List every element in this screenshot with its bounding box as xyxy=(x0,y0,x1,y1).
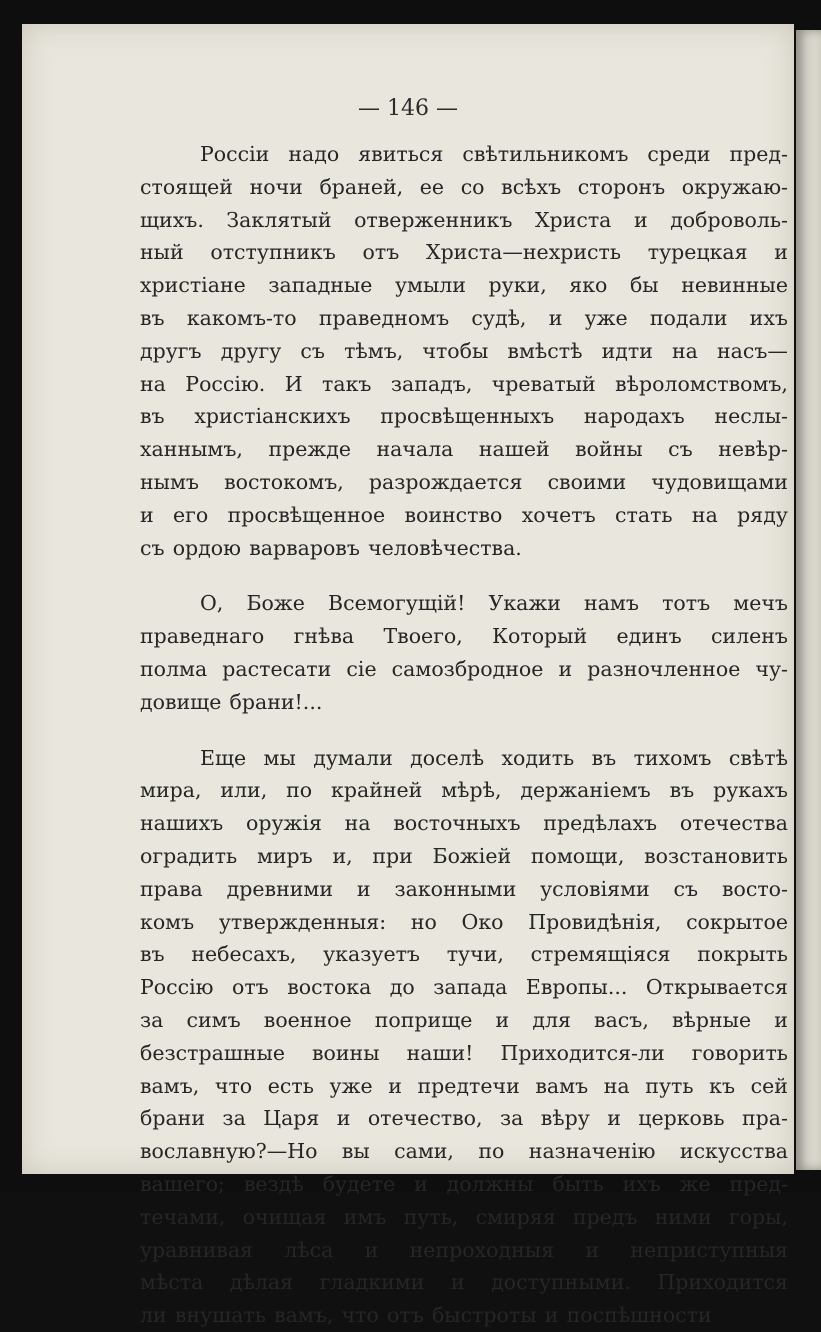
paragraph xyxy=(140,742,788,1332)
text-line: ный отступникъ отъ Христа—нехристь турецкая и xyxy=(140,240,788,265)
text-line: мѣста дѣлая гладкими и доступными. Приходится xyxy=(140,1270,788,1295)
text-line: течами, очищая имъ путь, смиряя предъ ними горы, xyxy=(140,1204,788,1229)
book-page xyxy=(22,24,794,1328)
text-line: стоящей ночи браней, ее со всѣхъ сторонъ окружаю- xyxy=(140,174,788,199)
page-number: — 146 — xyxy=(358,96,458,121)
adjacent-page-edge xyxy=(796,30,821,1170)
text-line: брани за Царя и отечество, за вѣру и церковь пра- xyxy=(140,1106,788,1131)
text-line: въ какомъ-то праведномъ судѣ, и уже подали ихъ xyxy=(140,305,788,330)
text-line: комъ утвержденныя: но Око Провидѣнія, сокрытое xyxy=(140,909,788,934)
text-line: Еще мы думали доселѣ ходить въ тихомъ свѣтѣ xyxy=(200,745,788,770)
text-line: христіане западные умыли руки, яко бы невинные xyxy=(140,273,788,298)
paragraph xyxy=(140,587,788,718)
text-line: оградить миръ и, при Божіей помощи, возстановить xyxy=(140,843,788,868)
body-text xyxy=(140,138,788,1332)
text-line: вамъ, что есть уже и предтечи вамъ на путь къ сей xyxy=(140,1073,788,1098)
text-line: въ христіанскихъ просвѣщенныхъ народахъ неслы- xyxy=(140,404,788,429)
text-line: Россію отъ востока до запада Европы... Открывается xyxy=(140,975,788,1000)
text-line: праведнаго гнѣва Твоего, Который единъ силенъ xyxy=(140,624,788,649)
text-line: безстрашные воины наши! Приходится-ли говорить xyxy=(140,1040,788,1065)
text-line: нашихъ оружія на восточныхъ предѣлахъ отечества xyxy=(140,811,788,836)
text-line: вашего; вездѣ будете и должны быть ихъ же пред- xyxy=(140,1171,788,1196)
text-line: мира, или, по крайней мѣрѣ, держаніемъ въ рукахъ xyxy=(140,778,788,803)
text-line: и его просвѣщенное воинство хочетъ стать на ряду xyxy=(140,502,788,527)
text-line: другъ другу съ тѣмъ, чтобы вмѣстѣ идти на насъ— xyxy=(140,338,788,363)
text-line: вославную?—Но вы сами, по назначенію искусства xyxy=(140,1139,788,1164)
text-line: ханнымъ, прежде начала нашей войны съ невѣр- xyxy=(140,437,788,462)
text-line: уравнивая лѣса и непроходныя и неприступныя xyxy=(140,1237,788,1262)
text-line: на Россію. И такъ западъ, чреватый вѣроломствомъ, xyxy=(140,371,788,396)
text-line: въ небесахъ, указуетъ тучи, стремящіяся покрыть xyxy=(140,942,788,967)
text-line: нымъ востокомъ, разрождается своими чудовищами xyxy=(140,469,788,494)
text-line: Россіи надо явиться свѣтильникомъ среди пред- xyxy=(200,142,788,166)
text-line: права древними и законными условіями съ восто- xyxy=(140,876,788,901)
text-line: щихъ. Заклятый отверженникъ Христа и доброволь- xyxy=(140,207,788,232)
text-line: ли внушать вамъ, что отъ быстроты и поспѣшности xyxy=(140,1303,712,1328)
paragraph xyxy=(140,138,788,564)
text-line: довище брани!... xyxy=(140,689,323,714)
text-line: О, Боже Всемогущій! Укажи намъ тотъ мечъ xyxy=(200,591,788,616)
text-line: за симъ военное поприще и для васъ, вѣрные и xyxy=(140,1007,788,1032)
text-line: полма растесати сіе самозбродное и разночленное чу- xyxy=(140,656,788,681)
text-line: съ ордою варваровъ человѣчества. xyxy=(140,535,522,560)
